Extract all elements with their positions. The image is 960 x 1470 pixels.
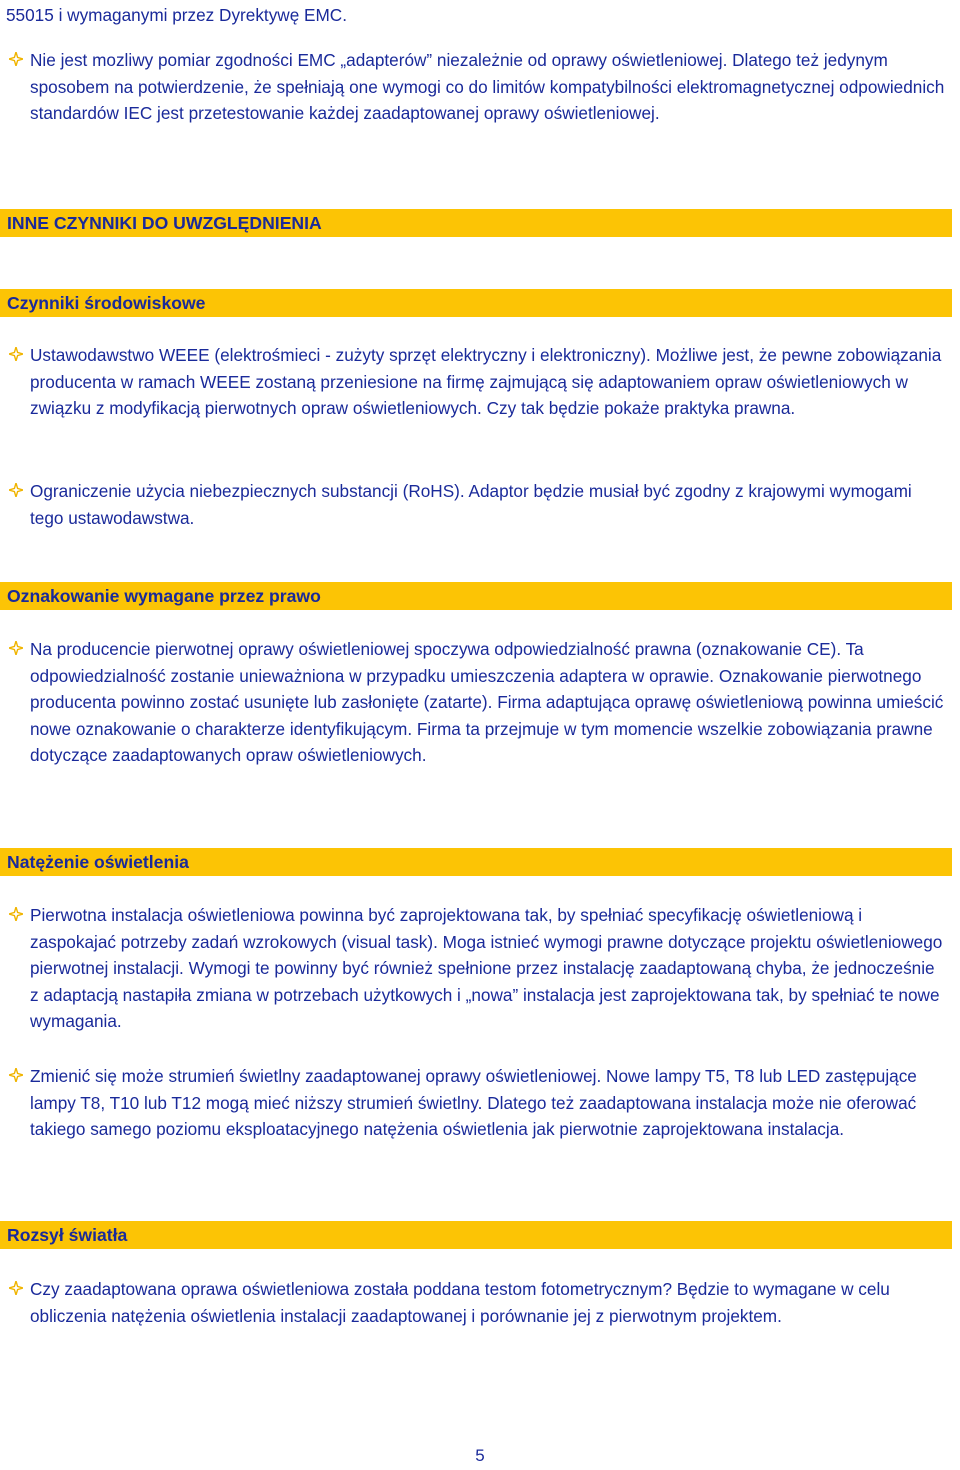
bullet-text: Pierwotna instalacja oświetleniowa powinna być zaprojektowana tak, by spełniać specyfikację oświetleniową i zaspokajać potrzeby zadań wzrokowych (visual task). Moga istnieć wymogi prawne dotyczące projektu oświetleniowego pierwotnej instalacji. Wymogi te powinny być również spełnione przez instalację zaadaptowaną chyba, że jednocześnie z adaptacją nastapiła zmiana w potrzebach użytkowych i „nowa” instalacja jest zaprojektowana tak, by spełniać te nowe wymagania. (30, 905, 943, 1031)
section-band-environment (0, 289, 952, 317)
bullet-text: Zmienić się może strumień świetlny zaadaptowanej oprawy oświetleniowej. Nowe lampy T5, T8 lub LED zastępujące lampy T8, T10 lub T12 mogą mieć niższy strumień świetlny. Dlatego też zaadaptowana instalacja może nie oferować takiego samego poziomu eksploatacyjnego natężenia oświetlenia jak pierwotnie zaprojektowana instalacja. (30, 1066, 917, 1139)
section-band-distribution (0, 1221, 952, 1249)
section-title-environment: Czynniki środowiskowe (7, 293, 206, 313)
page-number: 5 (475, 1446, 485, 1465)
diamond-bullet-icon (9, 1281, 23, 1295)
diamond-bullet-icon (9, 347, 23, 361)
intro-line: 55015 i wymaganymi przez Dyrektywę EMC. (6, 5, 347, 25)
section-band-main (0, 209, 952, 237)
bullet-text: Czy zaadaptowana oprawa oświetleniowa została poddana testom fotometrycznym? Będzie to wymagane w celu obliczenia natężenia oświetlenia instalacji zaadaptowanej i porównanie jej z pierwotnym projektem. (30, 1279, 890, 1326)
section-band-marking (0, 582, 952, 610)
bullet-emc (6, 47, 946, 127)
bullet-luminous-flux (6, 1063, 946, 1143)
bullet-ce (6, 636, 946, 769)
section-title-main: INNE CZYNNIKI DO UWZGLĘDNIENIA (7, 213, 322, 233)
bullet-text: Nie jest mozliwy pomiar zgodności EMC „adapterów” niezależnie od oprawy oświetleniowej. Dlatego też jedynym sposobem na potwierdzenie, że spełniają one wymogi co do limitów kompatybilności elektromagnetycznej odpowiednich standardów IEC jest przetestowanie każdej zaadaptowanej oprawy oświetleniowej. (30, 50, 945, 123)
bullet-photometric (6, 1276, 946, 1329)
diamond-bullet-icon (9, 641, 23, 655)
diamond-bullet-icon (9, 907, 23, 921)
bullet-text: Ustawodawstwo WEEE (elektrośmieci - zużyty sprzęt elektryczny i elektroniczny). Możliwe jest, że pewne zobowiązania producenta w ramach WEEE zostaną przeniesione na firmę zajmującą się adaptowaniem opraw oświetleniowych w związku z modyfikacją pierwotnych opraw oświetleniowych. Czy tak będzie pokaże praktyka prawna. (30, 345, 942, 418)
section-title-distribution: Rozsył światła (7, 1225, 128, 1245)
section-title-illuminance: Natężenie oświetlenia (7, 852, 189, 872)
bullet-text: Na producencie pierwotnej oprawy oświetleniowej spoczywa odpowiedzialność prawna (oznakowanie CE). Ta odpowiedzialność zostanie unieważniona w przypadku umieszczenia adaptera w oprawie. Oznakowanie pierwotnego producenta powinno zostać usunięte lub zasłonięte (zatarte). Firma adaptująca oprawę oświetleniową powinna umieścić nowe oznakowanie o charakterze identyfikującym. Firma ta przejmuje w tym momencie wszelkie zobowiązania prawne dotyczące zaadaptowanych opraw oświetleniowych. (30, 639, 944, 765)
bullet-weee (6, 342, 946, 422)
bullet-rohs (6, 478, 946, 531)
diamond-bullet-icon (9, 1068, 23, 1082)
diamond-bullet-icon (9, 52, 23, 66)
bullet-text: Ograniczenie użycia niebezpiecznych substancji (RoHS). Adaptor będzie musiał być zgodny z krajowymi wymogami tego ustawodawstwa. (30, 481, 912, 528)
diamond-bullet-icon (9, 483, 23, 497)
bullet-original-installation (6, 902, 946, 1035)
section-title-marking: Oznakowanie wymagane przez prawo (7, 586, 321, 606)
section-band-illuminance (0, 848, 952, 876)
